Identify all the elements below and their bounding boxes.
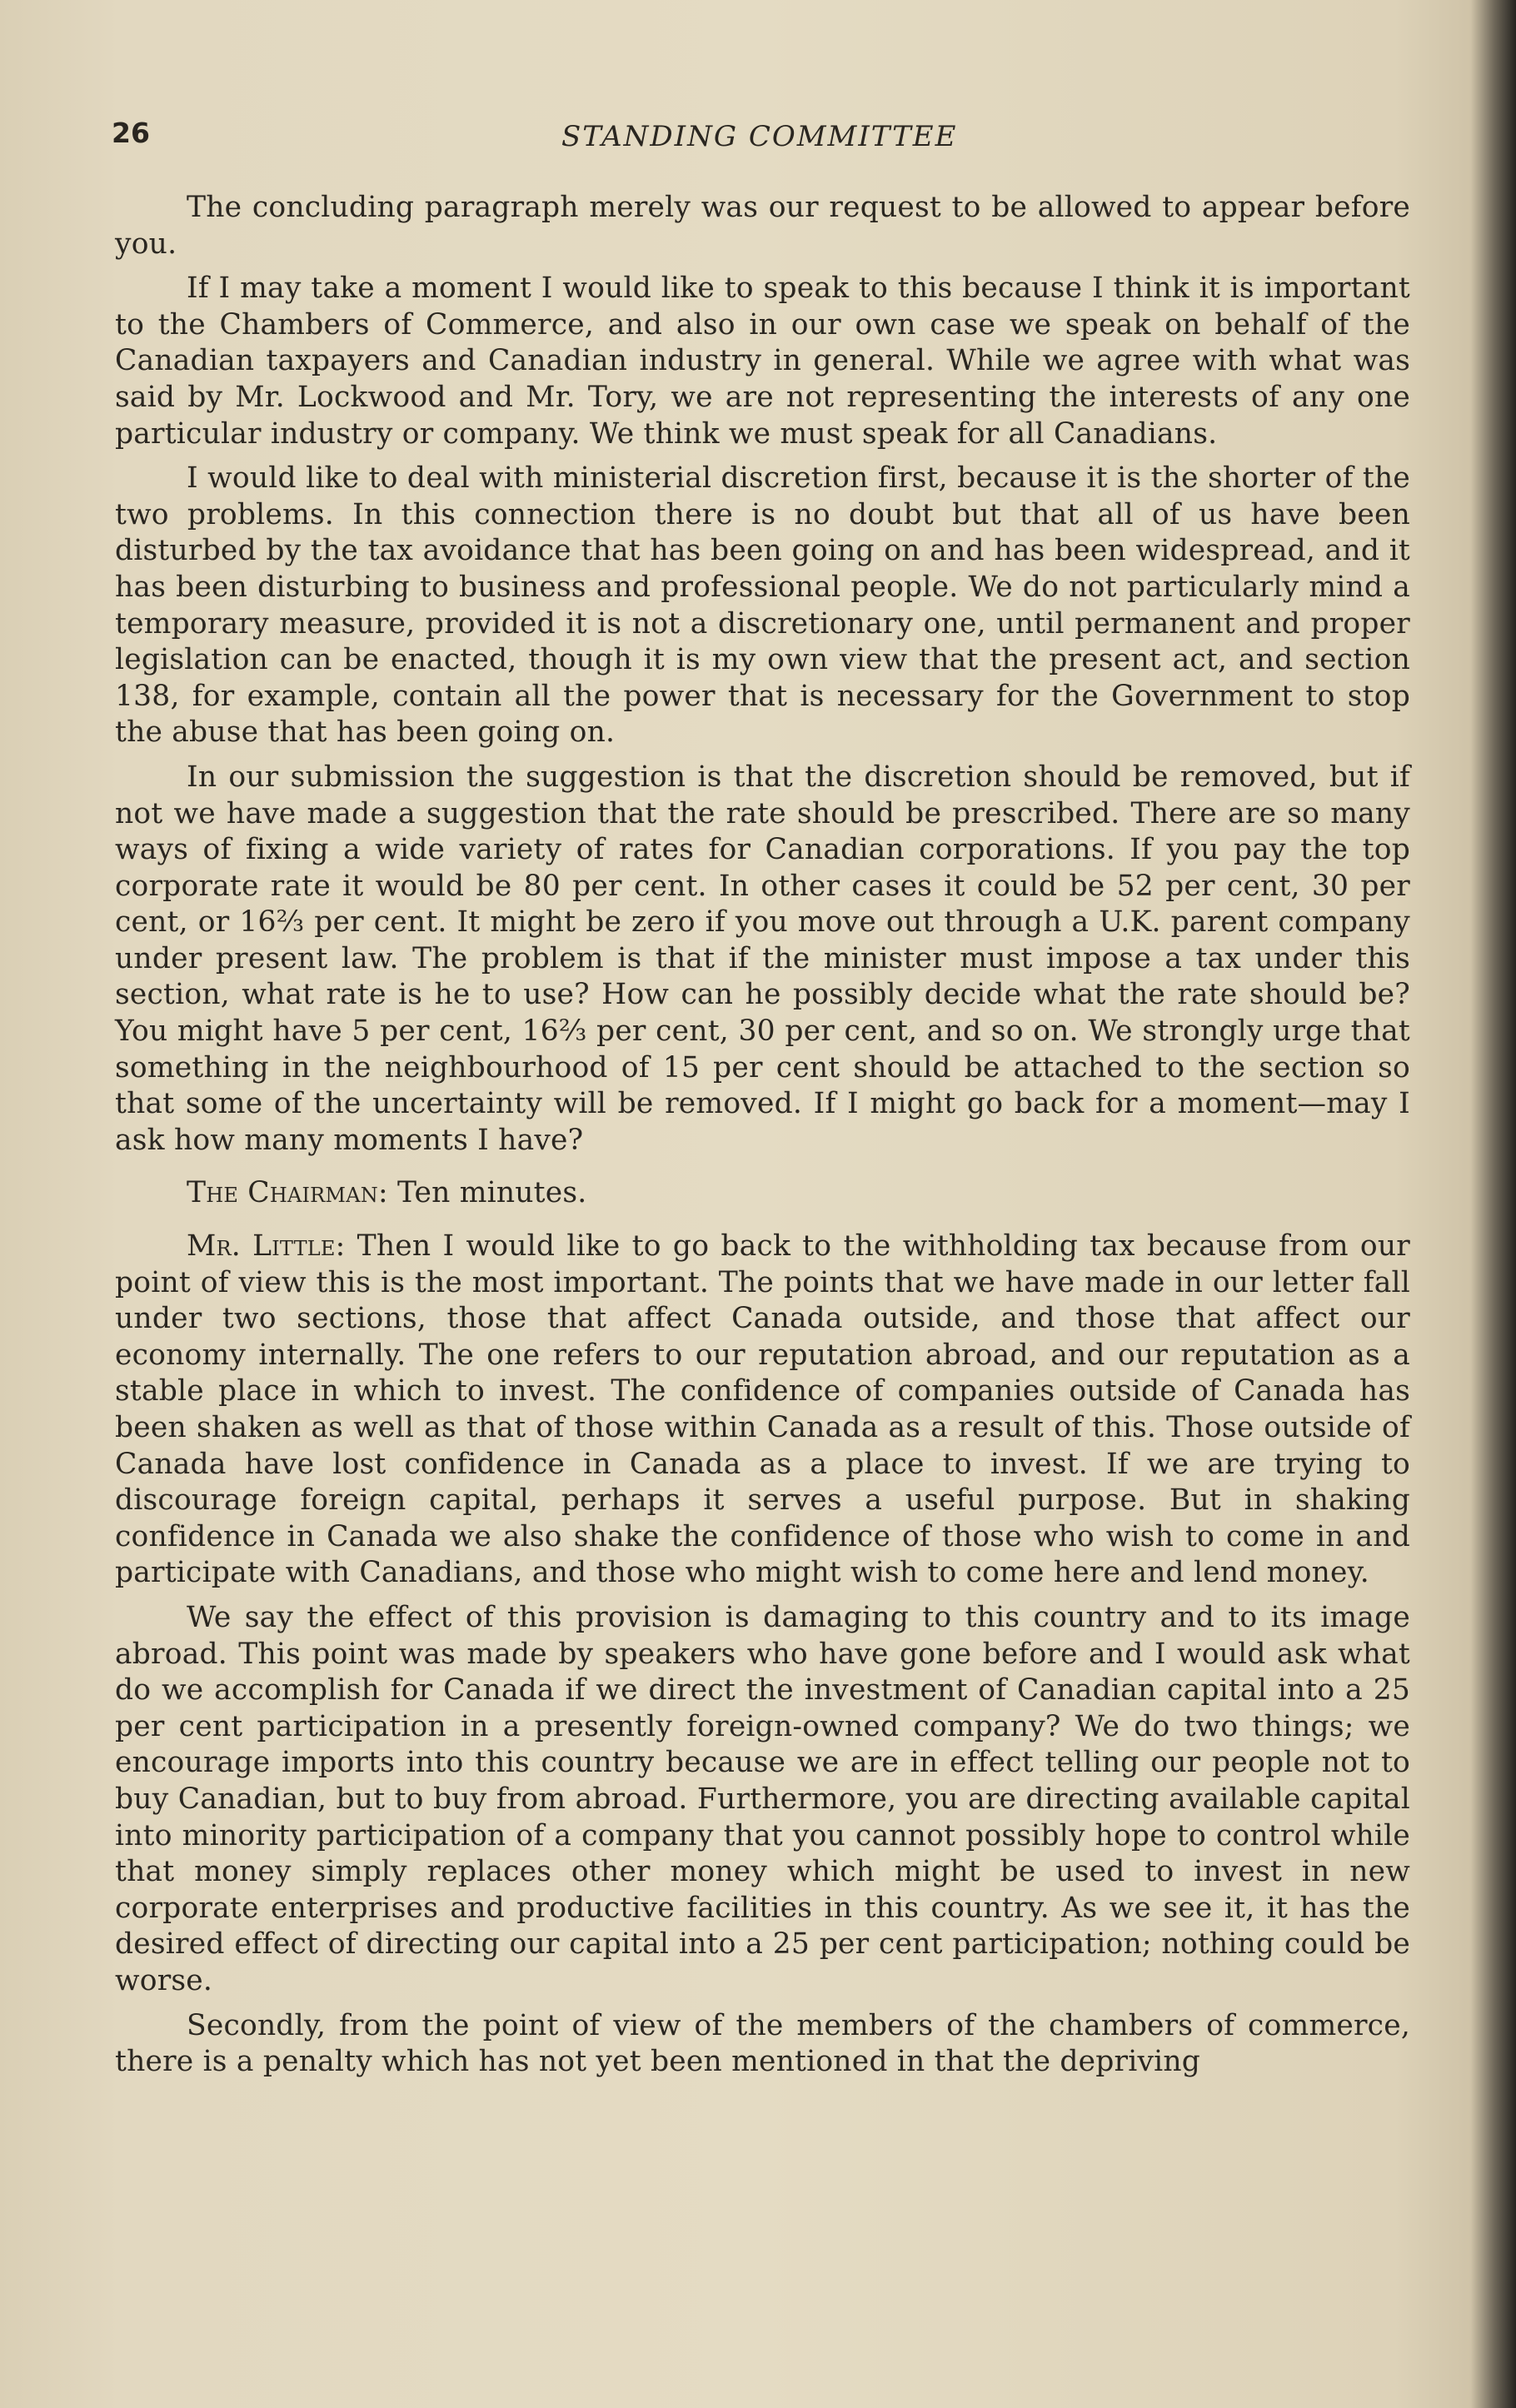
paragraph: In our submission the suggestion is that the discretion should be removed, but if not we have made a suggestion that the rate should be prescribed. There are so many ways of fixing a wide variety of rates for Canadian corporations. If you pay the top corporate rate it would be 80 per cent. In other cases it could be 52 per cent, 30 per cent, or 16⅔ per cent. It might be zero if you move out through a U.K. parent company under present law. The problem is that if the minister must impose a tax under this section, what rate is he to use? How can he possibly decide what the rate should be? You might have 5 per cent, 16⅔ per cent, 30 per cent, and so on. We strongly urge that something in the neighbourhood of 15 per cent should be attached to the section so that some of the uncertainty will be removed. If I might go back for a moment—may I ask how many moments I have? — [115, 760, 1410, 1157]
speaker-name: Mr. Little: — [187, 1229, 346, 1264]
paragraph: I would like to deal with ministerial discretion first, because it is the shorter of the two problems. In this connection there is no doubt but that all of us have been disturbed by the tax avoidance that has been going on and has been widespread, and it has been disturbing to business and professional people. We do not particularly mind a temporary measure, provided it is not a discretionary one, until permanent and proper legislation can be enacted, though it is my own view that the present act, and section 138, for example, contain all the power that is necessary for the Government to stop the abuse that has been going on. — [115, 461, 1410, 750]
page-header — [112, 117, 1411, 167]
paragraph: The concluding paragraph merely was our request to be allowed to appear before you. — [115, 191, 1410, 261]
paragraph: If I may take a moment I would like to speak to this because I think it is important to the Chambers of Commerce, and also in our own case we speak on behalf of the Canadian taxpayers and Canadian industry in general. While we agree with what was said by Mr. Lockwood and Mr. Tory, we are not representing the interests of any one particular industry or company. We think we must speak for all Canadians. — [115, 272, 1410, 451]
chairman-remark: The Chairman: Ten minutes. — [187, 1176, 587, 1210]
little-remark: Mr. Little: Then I would like to go back to the withholding tax because from our point of view this is the most important. The points that we have made in our letter fall under two sections, those that affect Canada outside, and those that affect our economy internally. The one refers to our reputation abroad, and our reputation as a stable place in which to invest. The confidence of companies outside of Canada has been shaken as well as that of those within Canada as a result of this. Those outside of Canada have lost confidence in Canada as a place to invest. If we are trying to discourage foreign capital, perhaps it serves a useful purpose. But in shaking confidence in Canada we also shake the confidence of those who wish to come in and participate with Canadians, and those who might wish to come here and lend money. — [115, 1229, 1410, 1590]
speaker-name: The Chairman: — [187, 1176, 388, 1210]
paragraph: We say the effect of this provision is damaging to this country and to its image abroad. This point was made by speakers who have gone before and I would ask what do we accomplish for Canada if we direct the investment of Canadian capital into a 25 per cent participation in a presently foreign-owned company? We do two things; we encourage imports into this country because we are in effect telling our people not to buy Canadian, but to buy from abroad. Furthermore, you are directing available capital into minority participation of a company that you cannot possibly hope to control while that money simply replaces other money which might be used to invest in new corporate enterprises and productive facilities in this country. As we see it, it has the desired effect of directing our capital into a 25 per cent participation; nothing could be worse. — [115, 1600, 1410, 1997]
running-head: STANDING COMMITTEE — [561, 120, 958, 153]
paragraph: Secondly, from the point of view of the members of the chambers of commerce, there is a penalty which has not yet been mentioned in that the depriving — [115, 2008, 1410, 2079]
body-text — [115, 190, 1410, 2089]
page-number: 26 — [112, 117, 150, 149]
